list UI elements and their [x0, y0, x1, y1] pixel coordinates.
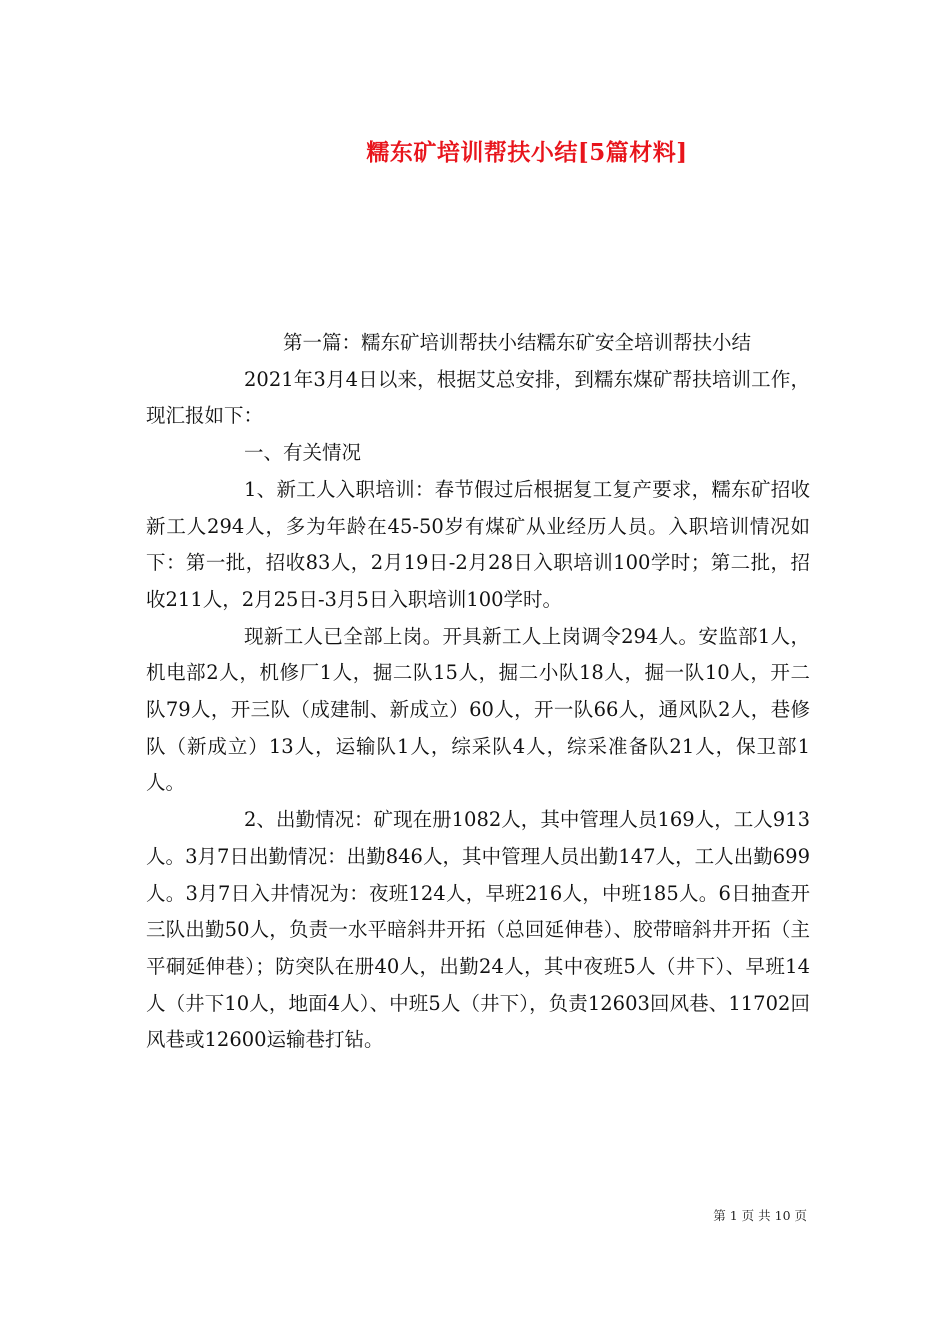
paragraph-attendance: 2、出勤情况：矿现在册1082人，其中管理人员169人，工人913人。3月7日出勤情况：出勤846人，其中管理人员出勤147人，工人出勤699人。3月7日入井情况为：夜班124人，早班216人，中班185人。6日抽查开三队出勤50人，负责一水平暗斜井开拓（总回延伸巷）、胶带暗斜井开拓（主平硐延伸巷）；防突队在册40人，出勤24人，其中夜班5人（井下）、早班14人（井下10人，地面4人）、中班5人（井下），负责12603回风巷、11702回风巷或12600运输巷打钻。 — [146, 808, 810, 1052]
page-title: 糯东矿培训帮扶小结[5篇材料] — [366, 139, 688, 166]
paragraph-assignment: 现新工人已全部上岗。开具新工人上岗调令294人。安监部1人，机电部2人，机修厂1人，掘二队15人，掘二小队18人，掘一队10人，开二队79人，开三队（成建制、新成立）60人，开一队66人，通风队2人，巷修队（新成立）13人，运输队1人，综采队4人，综采准备队21人，保卫部1人。 — [146, 624, 810, 795]
document-body — [146, 325, 810, 1059]
section-heading: 一、有关情况 — [244, 441, 362, 465]
paragraph-heading: 第一篇：糯东矿培训帮扶小结糯东矿安全培训帮扶小结 — [283, 331, 752, 354]
paragraph-training: 1、新工人入职培训：春节假过后根据复工复产要求，糯东矿招收新工人294人，多为年龄在45-50岁有煤矿从业经历人员。入职培训情况如下：第一批，招收83人，2月19日-2月28日入职培训100学时；第二批，招收211人，2月25日-3月5日入职培训100学时。 — [146, 477, 810, 611]
paragraph-intro: 2021年3月4日以来，根据艾总安排，到糯东煤矿帮扶培训工作，现汇报如下： — [146, 367, 810, 428]
page-number: 第 1 页 共 10 页 — [713, 1208, 807, 1223]
